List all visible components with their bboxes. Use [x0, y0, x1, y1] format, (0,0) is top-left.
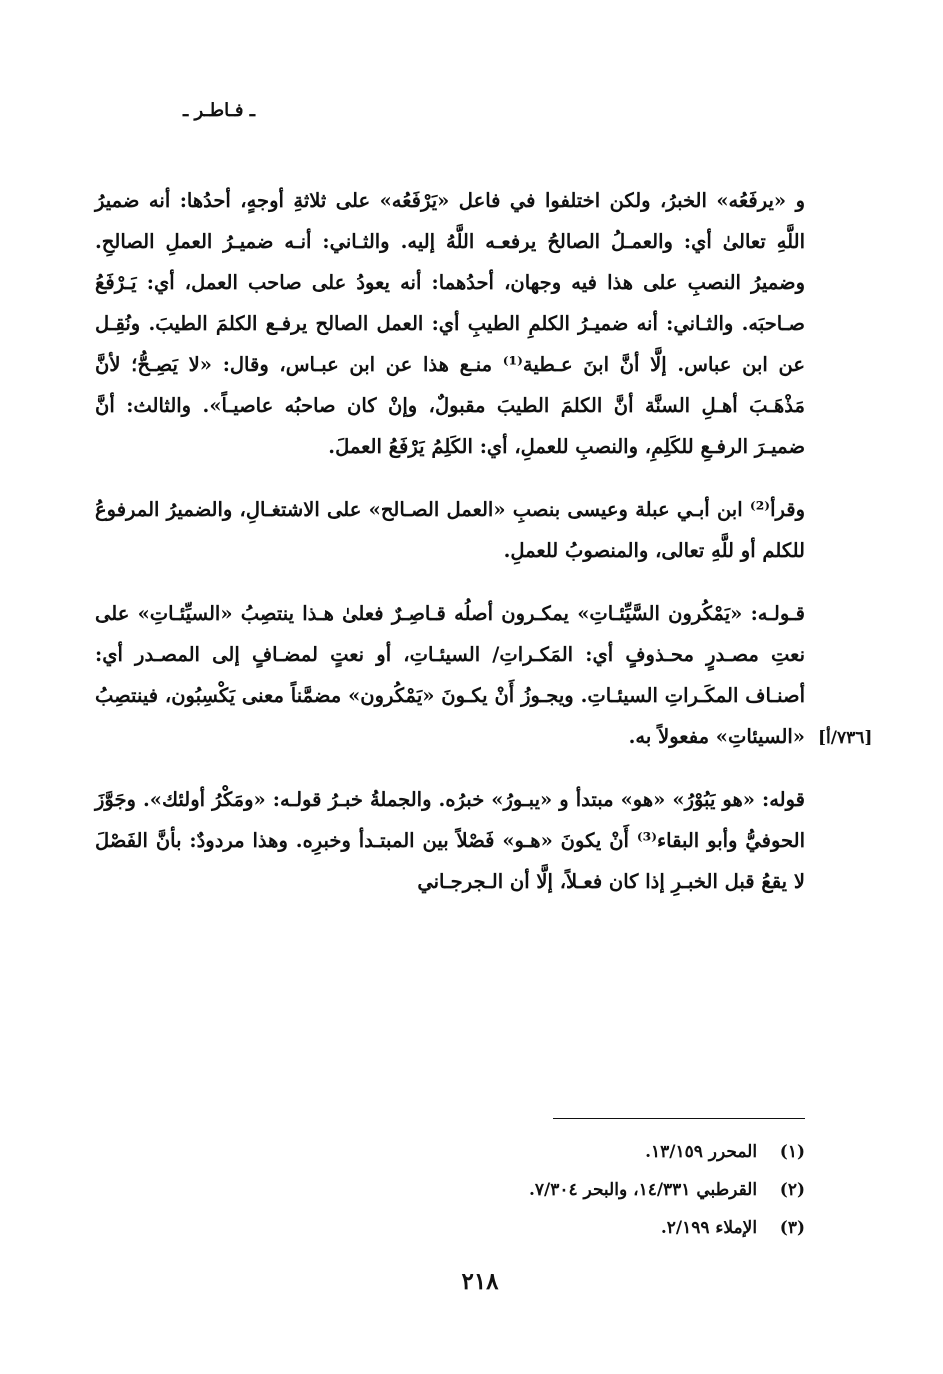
footnote-text: الإملاء ٢/١٩٩. — [660, 1218, 758, 1238]
paragraph-1: و «يرفَعُه» الخبرُ، ولكن اختلفوا في فاعل «يَرْفَعُه» على ثلاثةِ أوجهٍ، أحدُها: أنه ضميرُ اللَّهِ تعالىٰ أي: والعمـلُ الصالحُ يرفعـه اللَّهُ إليه. والثـاني: أنـه ضميـرُ العملِ الصالحِ. وضميرُ النصبِ على هذا فيه وجهان، أحدُهما: أنه يعودُ على صاحب العمل، أي: يَـرْفَعُ صـاحبَه. والثـاني: أنه ضميـرُ الكلمِ الطيبِ أي: العمل الصالح يرفـع الكلمَ الطيبَ. ونُقِـل عن ابن عباس. إلَّا أنَّ ابنَ عـطية⁽¹⁾ منـع هذا عن ابن عبـاس، وقال: «لا يَصِـحُّ؛ لأنَّ مَذْهَـبَ أهـلِ السنَّة أنَّ الكلمَ الطيبَ مقبولٌ، وإنْ كان صاحبُه عاصيـاً». والثالث: أنَّ ضميـرَ الرفـعِ للكَلِمِ، والنصبِ للعملِ، أي: الكَلِمُ يَرْفَعُ العملَ. — [95, 189, 805, 458]
footnote-number: (٢) — [779, 1180, 805, 1200]
footnote-divider — [553, 1118, 805, 1119]
paragraph-2: وقرأ⁽²⁾ ابن أبـي عبلة وعيسى بنصبِ «العمل الصـالح» على الاشتغـالِ، والضميرُ المرفوعُ للكلم أو للَّهِ تعالى، والمنصوبُ للعملِ. — [95, 498, 805, 562]
footnote-1 — [400, 1133, 805, 1171]
footnote-3 — [400, 1209, 805, 1247]
page-number: ٢١٨ — [461, 1268, 499, 1295]
paragraph-4: قوله: «هو يَبُوْرُ» «هو» مبتدأ و «يبـورُ» خبرُه. والجملةُ خبـرُ قولـه: «ومَكْرُ أولئك». وجَوَّزَ الحوفيُّ وأبو البقاء⁽³⁾ أَنْ يكونَ «هـو» فَصْلاً بين المبتـدأ وخبرِه. وهذا مردودٌ: بأنَّ الفَصْلَ لا يقعُ قبل الخبـرِ إذا كان فعـلاً، إلَّا أن الـجرجـاني — [95, 788, 805, 893]
footnotes — [400, 1133, 805, 1247]
footnote-number: (٣) — [779, 1218, 805, 1238]
manuscript-folio-reference: [٧٣٦/أ] — [818, 728, 873, 748]
footnote-number: (١) — [779, 1142, 805, 1162]
footnote-text: القرطبي ١٤/٣٣١، والبحر ٧/٣٠٤. — [528, 1180, 758, 1200]
paragraph-3: قـولـه: «يَمْكُرون السَّيِّئـاتِ» يمكـرون أصلُه قـاصِـرٌ فعلىٰ هـذا ينتصِبُ «السيِّئـاتِ» على نعتِ مصـدرٍ محـذوفٍ أي: المَكـراتِ/ السيئـاتِ، أو نعتٍ لمضـافٍ إلى المصـدر أي: أصنـاف المكَـراتِ السيئـاتِ. ويجـوزُ أَنْ يكـونَ «يَمْكُرون» مضمَّناً معنى يَكْسِبُون، فينتصِبُ «السيئاتِ» مفعولاً به. — [95, 602, 805, 748]
footnote-text: المحرر ١٣/١٥٩. — [645, 1142, 758, 1162]
main-text — [95, 180, 805, 924]
running-header: ـ فـاطـر ـ — [183, 100, 255, 121]
footnote-2 — [400, 1171, 805, 1209]
